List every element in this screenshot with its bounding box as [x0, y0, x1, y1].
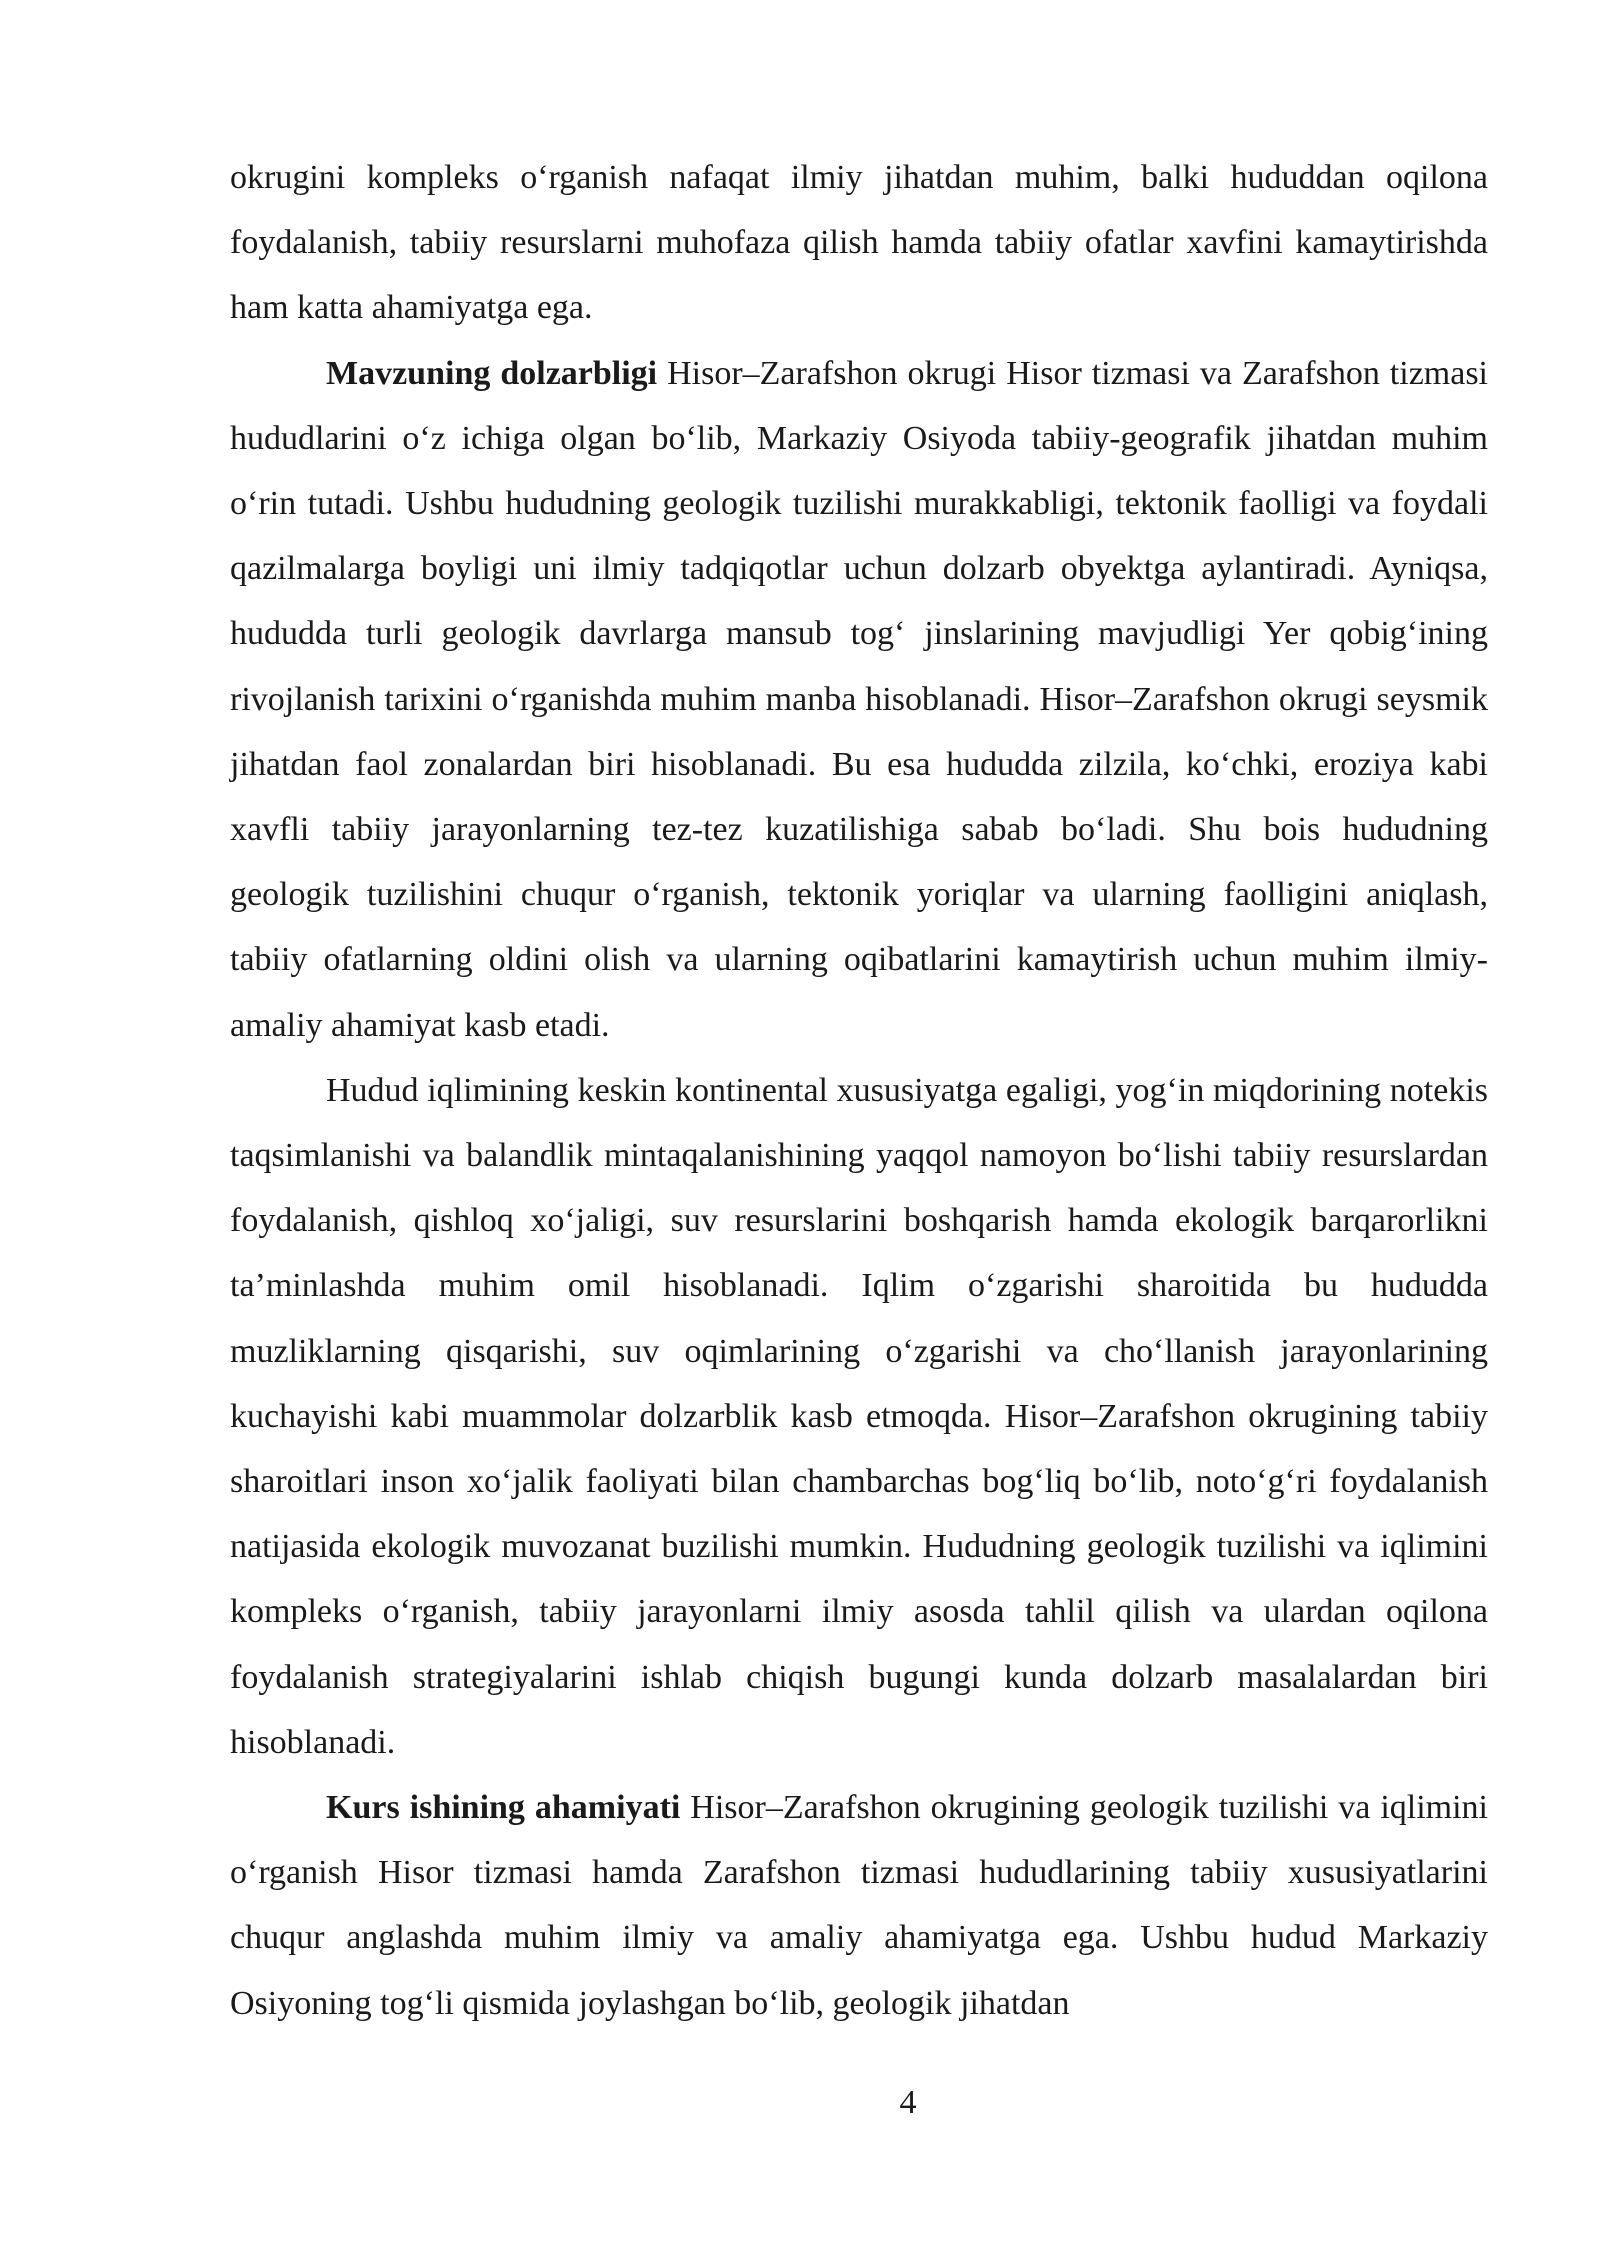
paragraph-relevance	[230, 341, 1488, 1058]
page-number: 4	[899, 2084, 917, 2121]
paragraph-text: okrugini kompleks o‘rganish nafaqat ilmiy jihatdan muhim, balki hududdan oqilona foydalanish, tabiiy resurslarni muhofaza qilish hamda tabiiy ofatlar xavfini kamaytirishda ham katta ahamiyatga ega.	[230, 159, 1488, 327]
paragraph-text: Hudud iqlimining keskin kontinental xususiyatga egaligi, yog‘in miqdorining notekis taqsimlanishi va balandlik mintaqalanishining yaqqol namoyon bo‘lishi tabiiy resurslardan foydalanish, qishloq xo‘jaligi, suv resurslarini boshqarish hamda ekologik barqarorlikni ta’minlashda muhim omil hisoblanadi. Iqlim o‘zgarishi sharoitida bu hududda muzliklarning qisqarishi, suv oqimlarining o‘zgarishi va cho‘llanish jarayonlarining kuchayishi kabi muammolar dolzarblik kasb etmoqda. Hisor–Zarafshon okrugining tabiiy sharoitlari inson xo‘jalik faoliyati bilan chambarchas bog‘liq bo‘lib, noto‘g‘ri foydalanish natijasida ekologik muvozanat buzilishi mumkin. Hududning geologik tuzilishi va iqlimini kompleks o‘rganish, tabiiy jarayonlarni ilmiy asosda tahlil qilish va ulardan oqilona foydalanish strategiyalarini ishlab chiqish bugungi kunda dolzarb masalalardan biri hisoblanadi.	[230, 1071, 1488, 1761]
section-heading-significance: Kurs ishining ahamiyati	[326, 1789, 681, 1827]
paragraph-intro-continuation	[230, 145, 1488, 341]
section-heading-relevance: Mavzuning dolzarbligi	[326, 354, 658, 392]
paragraph-significance	[230, 1775, 1488, 2036]
page-body	[230, 145, 1488, 2036]
paragraph-text: Hisor–Zarafshon okrugi Hisor tizmasi va Zarafshon tizmasi hududlarini o‘z ichiga olgan bo‘lib, Markaziy Osiyoda tabiiy-geografik jihatdan muhim o‘rin tutadi. Ushbu hududning geologik tuzilishi murakkabligi, tektonik faolligi va foydali qazilmalarga boyligi uni ilmiy tadqiqotlar uchun dolzarb obyektga aylantiradi. Ayniqsa, hududda turli geologik davrlarga mansub tog‘ jinslarining mavjudligi Yer qobig‘ining rivojlanish tarixini o‘rganishda muhim manba hisoblanadi. Hisor–Zarafshon okrugi seysmik jihatdan faol zonalardan biri hisoblanadi. Bu esa hududda zilzila, ko‘chki, eroziya kabi xavfli tabiiy jarayonlarning tez-tez kuzatilishiga sabab bo‘ladi. Shu bois hududning geologik tuzilishini chuqur o‘rganish, tektonik yoriqlar va ularning faolligini aniqlash, tabiiy ofatlarning oldini olish va ularning oqibatlarini kamaytirish uchun muhim ilmiy-amaliy ahamiyat kasb etadi.	[230, 354, 1489, 1044]
paragraph-text: Hisor–Zarafshon okrugining geologik tuzilishi va iqlimini o‘rganish Hisor tizmasi hamda Zarafshon tizmasi hududlarining tabiiy xususiyatlarini chuqur anglashda muhim ilmiy va amaliy ahamiyatga ega. Ushbu hudud Markaziy Osiyoning tog‘li qismida joylashgan bo‘lib, geologik jihatdan	[230, 1789, 1488, 2022]
paragraph-climate	[230, 1058, 1488, 1775]
